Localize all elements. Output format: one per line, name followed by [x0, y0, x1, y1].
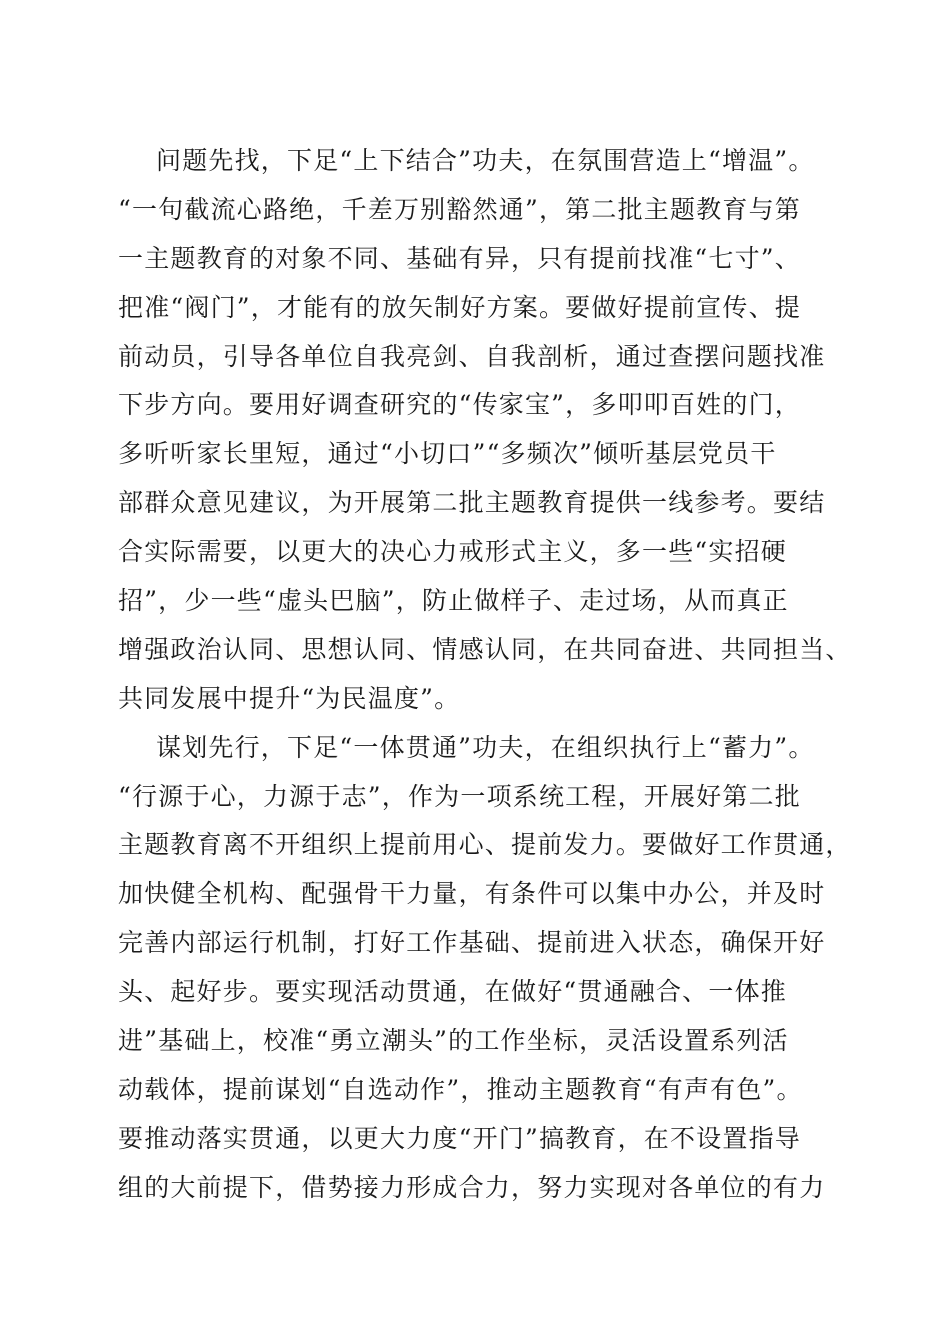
paragraph-2-line-4: 加快健全机构、配强骨干力量，有条件可以集中办公，并及时 — [118, 879, 826, 909]
paragraph-1-line-11: 增强政治认同、思想认同、情感认同，在共同奋进、共同担当、 — [118, 634, 852, 664]
paragraph-1-line-1: 问题先找，下足“上下结合”功夫，在氛围营造上“增温”。 — [156, 146, 815, 175]
paragraph-2-line-5: 完善内部运行机制，打好工作基础、提前进入状态，确保开好 — [118, 928, 826, 958]
paragraph-2-line-9: 要推动落实贯通，以更大力度“开门”搞教育，在不设置指导 — [118, 1123, 801, 1153]
paragraph-1-line-6: 下步方向。要用好调查研究的“传家宝”，多叩叩百姓的门， — [118, 390, 801, 420]
paragraph-2-line-2: “行源于心，力源于志”，作为一项系统工程，开展好第二批 — [118, 781, 801, 811]
paragraph-1-line-9: 合实际需要，以更大的决心力戒形式主义，多一些“实招硬 — [118, 537, 787, 567]
paragraph-1-line-7: 多听听家长里短，通过“小切口”“多频次”倾听基层党员干 — [118, 439, 777, 469]
paragraph-2-line-7: 进”基础上，校准“勇立潮头”的工作坐标，灵活设置系列活 — [118, 1026, 789, 1056]
paragraph-1-line-8: 部群众意见建议，为开展第二批主题教育提供一线参考。要结 — [118, 488, 826, 518]
document-body — [118, 137, 850, 1213]
paragraph-2-line-3: 主题教育离不开组织上提前用心、提前发力。要做好工作贯通， — [118, 830, 852, 860]
paragraph-1-line-12: 共同发展中提升“为民温度”。 — [118, 683, 461, 713]
paragraph-2-line-10: 组的大前提下，借势接力形成合力，努力实现对各单位的有力 — [118, 1172, 826, 1202]
paragraph-2-line-8: 动载体，提前谋划“自选动作”，推动主题教育“有声有色”。 — [118, 1074, 803, 1104]
paragraph-1-line-4: 把准“阀门”，才能有的放矢制好方案。要做好提前宣传、提 — [118, 292, 801, 322]
paragraph-2-line-6: 头、起好步。要实现活动贯通，在做好“贯通融合、一体推 — [118, 977, 787, 1007]
paragraph-2-line-1: 谋划先行，下足“一体贯通”功夫，在组织执行上“蓄力”。 — [156, 732, 815, 762]
paragraph-1-line-10: 招”，少一些“虚头巴脑”，防止做样子、走过场，从而真正 — [118, 586, 789, 616]
paragraph-1-line-3: 一主题教育的对象不同、基础有异，只有提前找准“七寸”、 — [118, 243, 801, 273]
paragraph-1-line-2: “一句截流心路绝，千差万别豁然通”，第二批主题教育与第 — [118, 194, 801, 224]
paragraph-1-line-5: 前动员，引导各单位自我亮剑、自我剖析，通过查摆问题找准 — [118, 341, 826, 371]
